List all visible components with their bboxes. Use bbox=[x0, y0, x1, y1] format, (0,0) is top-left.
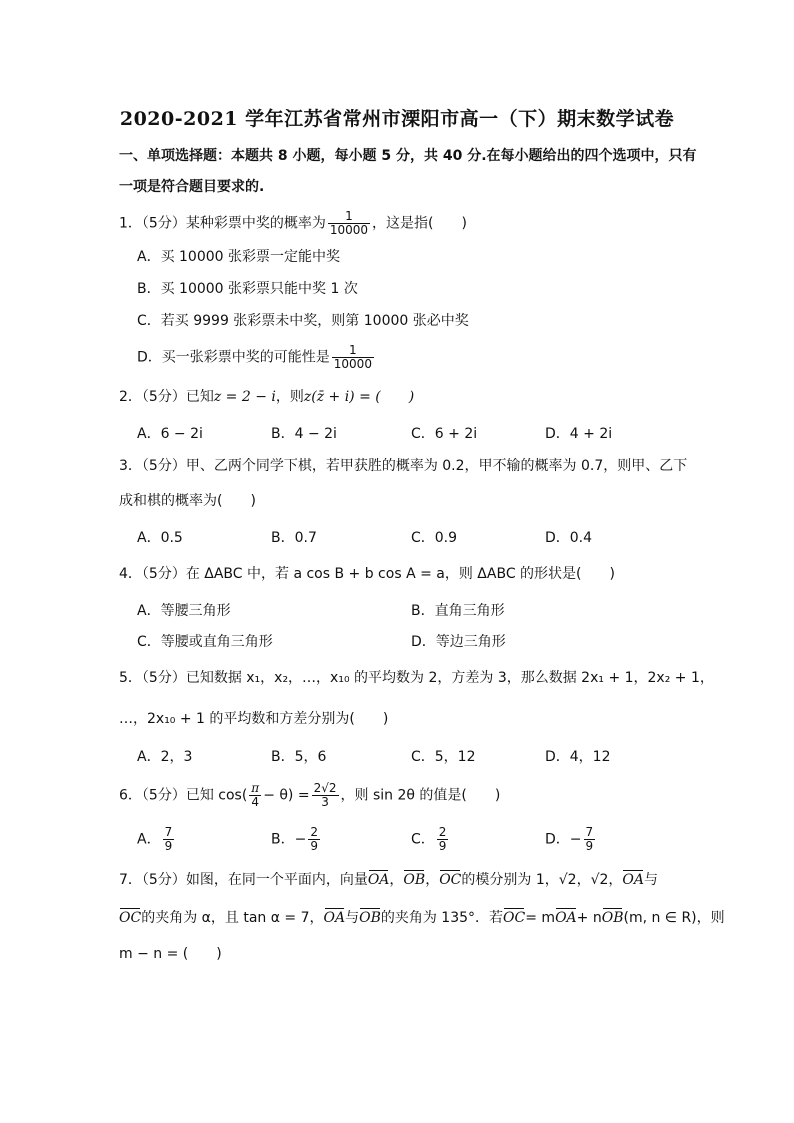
q1-option-d: D．买一张彩票中奖的可能性是 $\frac{1}{10000}$ bbox=[137, 343, 372, 371]
vector-oa: OA bbox=[555, 910, 577, 926]
vector-ob: OB bbox=[359, 910, 381, 926]
page-title: 2020-2021 学年江苏省常州市溧阳市高一（下）期末数学试卷 bbox=[119, 108, 675, 130]
q3-option-a: A．0.5 bbox=[137, 530, 183, 546]
q2-option-b: B．4 − 2i bbox=[271, 426, 337, 442]
question-3-line1: 3．（5分）甲、乙两个同学下棋，若甲获胜的概率为 0.2，甲不输的概率为 0.7，则甲、乙下 bbox=[119, 458, 688, 474]
vector-oa: OA bbox=[323, 910, 346, 926]
q5-option-d: D．4，12 bbox=[545, 749, 611, 765]
q5-option-a: A．2，3 bbox=[137, 749, 193, 765]
q6-option-b: B．− $\frac{2}{9}$ bbox=[271, 825, 318, 853]
q6-option-a: A． $\frac{7}{9}$ bbox=[137, 825, 173, 853]
vector-oc: OC bbox=[503, 910, 526, 926]
q2-option-c: C．6 + 2i bbox=[411, 426, 478, 442]
q4-option-c: C．等腰或直角三角形 bbox=[137, 634, 273, 650]
q5-option-b: B．5，6 bbox=[271, 749, 327, 765]
q6-option-c: C． $\frac{2}{9}$ bbox=[411, 825, 447, 853]
q1-d-fraction: $\frac{1}{10000}$ bbox=[333, 343, 372, 371]
q1-option-b: B．买 10000 张彩票只能中奖 1 次 bbox=[137, 281, 358, 297]
question-7-line1: 7．（5分）如图，在同一个平面内，向量OA，OB，OC的模分别为 1，√2，√2，OA与 bbox=[119, 872, 658, 888]
vector-oc: OC bbox=[439, 872, 462, 888]
q3-option-d: D．0.4 bbox=[545, 530, 593, 546]
vector-ob: OB bbox=[403, 872, 426, 888]
vector-ob: OB bbox=[601, 910, 624, 926]
q4-option-a: A．等腰三角形 bbox=[137, 603, 231, 619]
q1-tail: ，这是指( ) bbox=[372, 215, 467, 232]
q2-option-a: A．6 − 2i bbox=[137, 426, 203, 442]
vector-oa: OA bbox=[367, 872, 390, 888]
q2-option-d: D．4 + 2i bbox=[545, 426, 613, 442]
question-1 bbox=[119, 210, 467, 237]
question-4: 4．（5分）在 ΔABC 中，若 a cos B + b cos A = a，则 ΔABC 的形状是( ) bbox=[119, 566, 615, 582]
q5-option-c: C．5，12 bbox=[411, 749, 476, 765]
question-7-line3: m − n = ( ) bbox=[119, 946, 222, 962]
q4-option-d: D．等边三角形 bbox=[411, 634, 506, 650]
question-5-line2: …，2x₁₀ + 1 的平均数和方差分别为( ) bbox=[119, 711, 389, 727]
question-2: 2．（5分）已知z = 2 − i，则z(z̄ + i) = ( ) bbox=[119, 389, 415, 405]
question-7-line2: OC的夹角为 α，且 tan α = 7，OA与OB的夹角为 135°．若OC= mOA+ nOB(m, n ∈ R)，则 bbox=[119, 910, 725, 926]
section-heading-line2: 一项是符合题目要求的. bbox=[119, 179, 265, 195]
q3-option-b: B．0.7 bbox=[271, 530, 317, 546]
q4-option-b: B．直角三角形 bbox=[411, 603, 505, 619]
q1-fraction: $\frac{1}{10000}$ bbox=[329, 209, 369, 237]
q1-option-a: A．买 10000 张彩票一定能中奖 bbox=[137, 249, 341, 265]
q6-option-d: D．− $\frac{7}{9}$ bbox=[545, 825, 594, 853]
vector-oc: OC bbox=[119, 910, 142, 926]
section-heading-line1: 一、单项选择题：本题共 8 小题，每小题 5 分，共 40 分.在每小题给出的四个选项中，只有 bbox=[119, 148, 697, 164]
q6-value-fraction: $\frac{2√2}{3}$ bbox=[313, 781, 337, 809]
q6-pi-fraction: $\frac{\pi}{4}$ bbox=[251, 781, 260, 809]
question-3-line2: 成和棋的概率为( ) bbox=[119, 493, 256, 509]
q1-option-c: C．若买 9999 张彩票未中奖，则第 10000 张必中奖 bbox=[137, 313, 469, 329]
vector-oa: OA bbox=[622, 872, 644, 888]
question-5-line1: 5．（5分）已知数据 x₁，x₂，…，x₁₀ 的平均数为 2，方差为 3，那么数据 2x₁ + 1，2x₂ + 1， bbox=[119, 670, 714, 686]
question-6: 6．（5分）已知 cos( $\frac{\pi}{4}$ − θ) = $\frac{2√2}{3}$ ，则 sin 2θ 的值是( ) bbox=[119, 781, 501, 809]
q1-stem: 1．（5分）某种彩票中奖的概率为 bbox=[119, 215, 326, 232]
q3-option-c: C．0.9 bbox=[411, 530, 458, 546]
